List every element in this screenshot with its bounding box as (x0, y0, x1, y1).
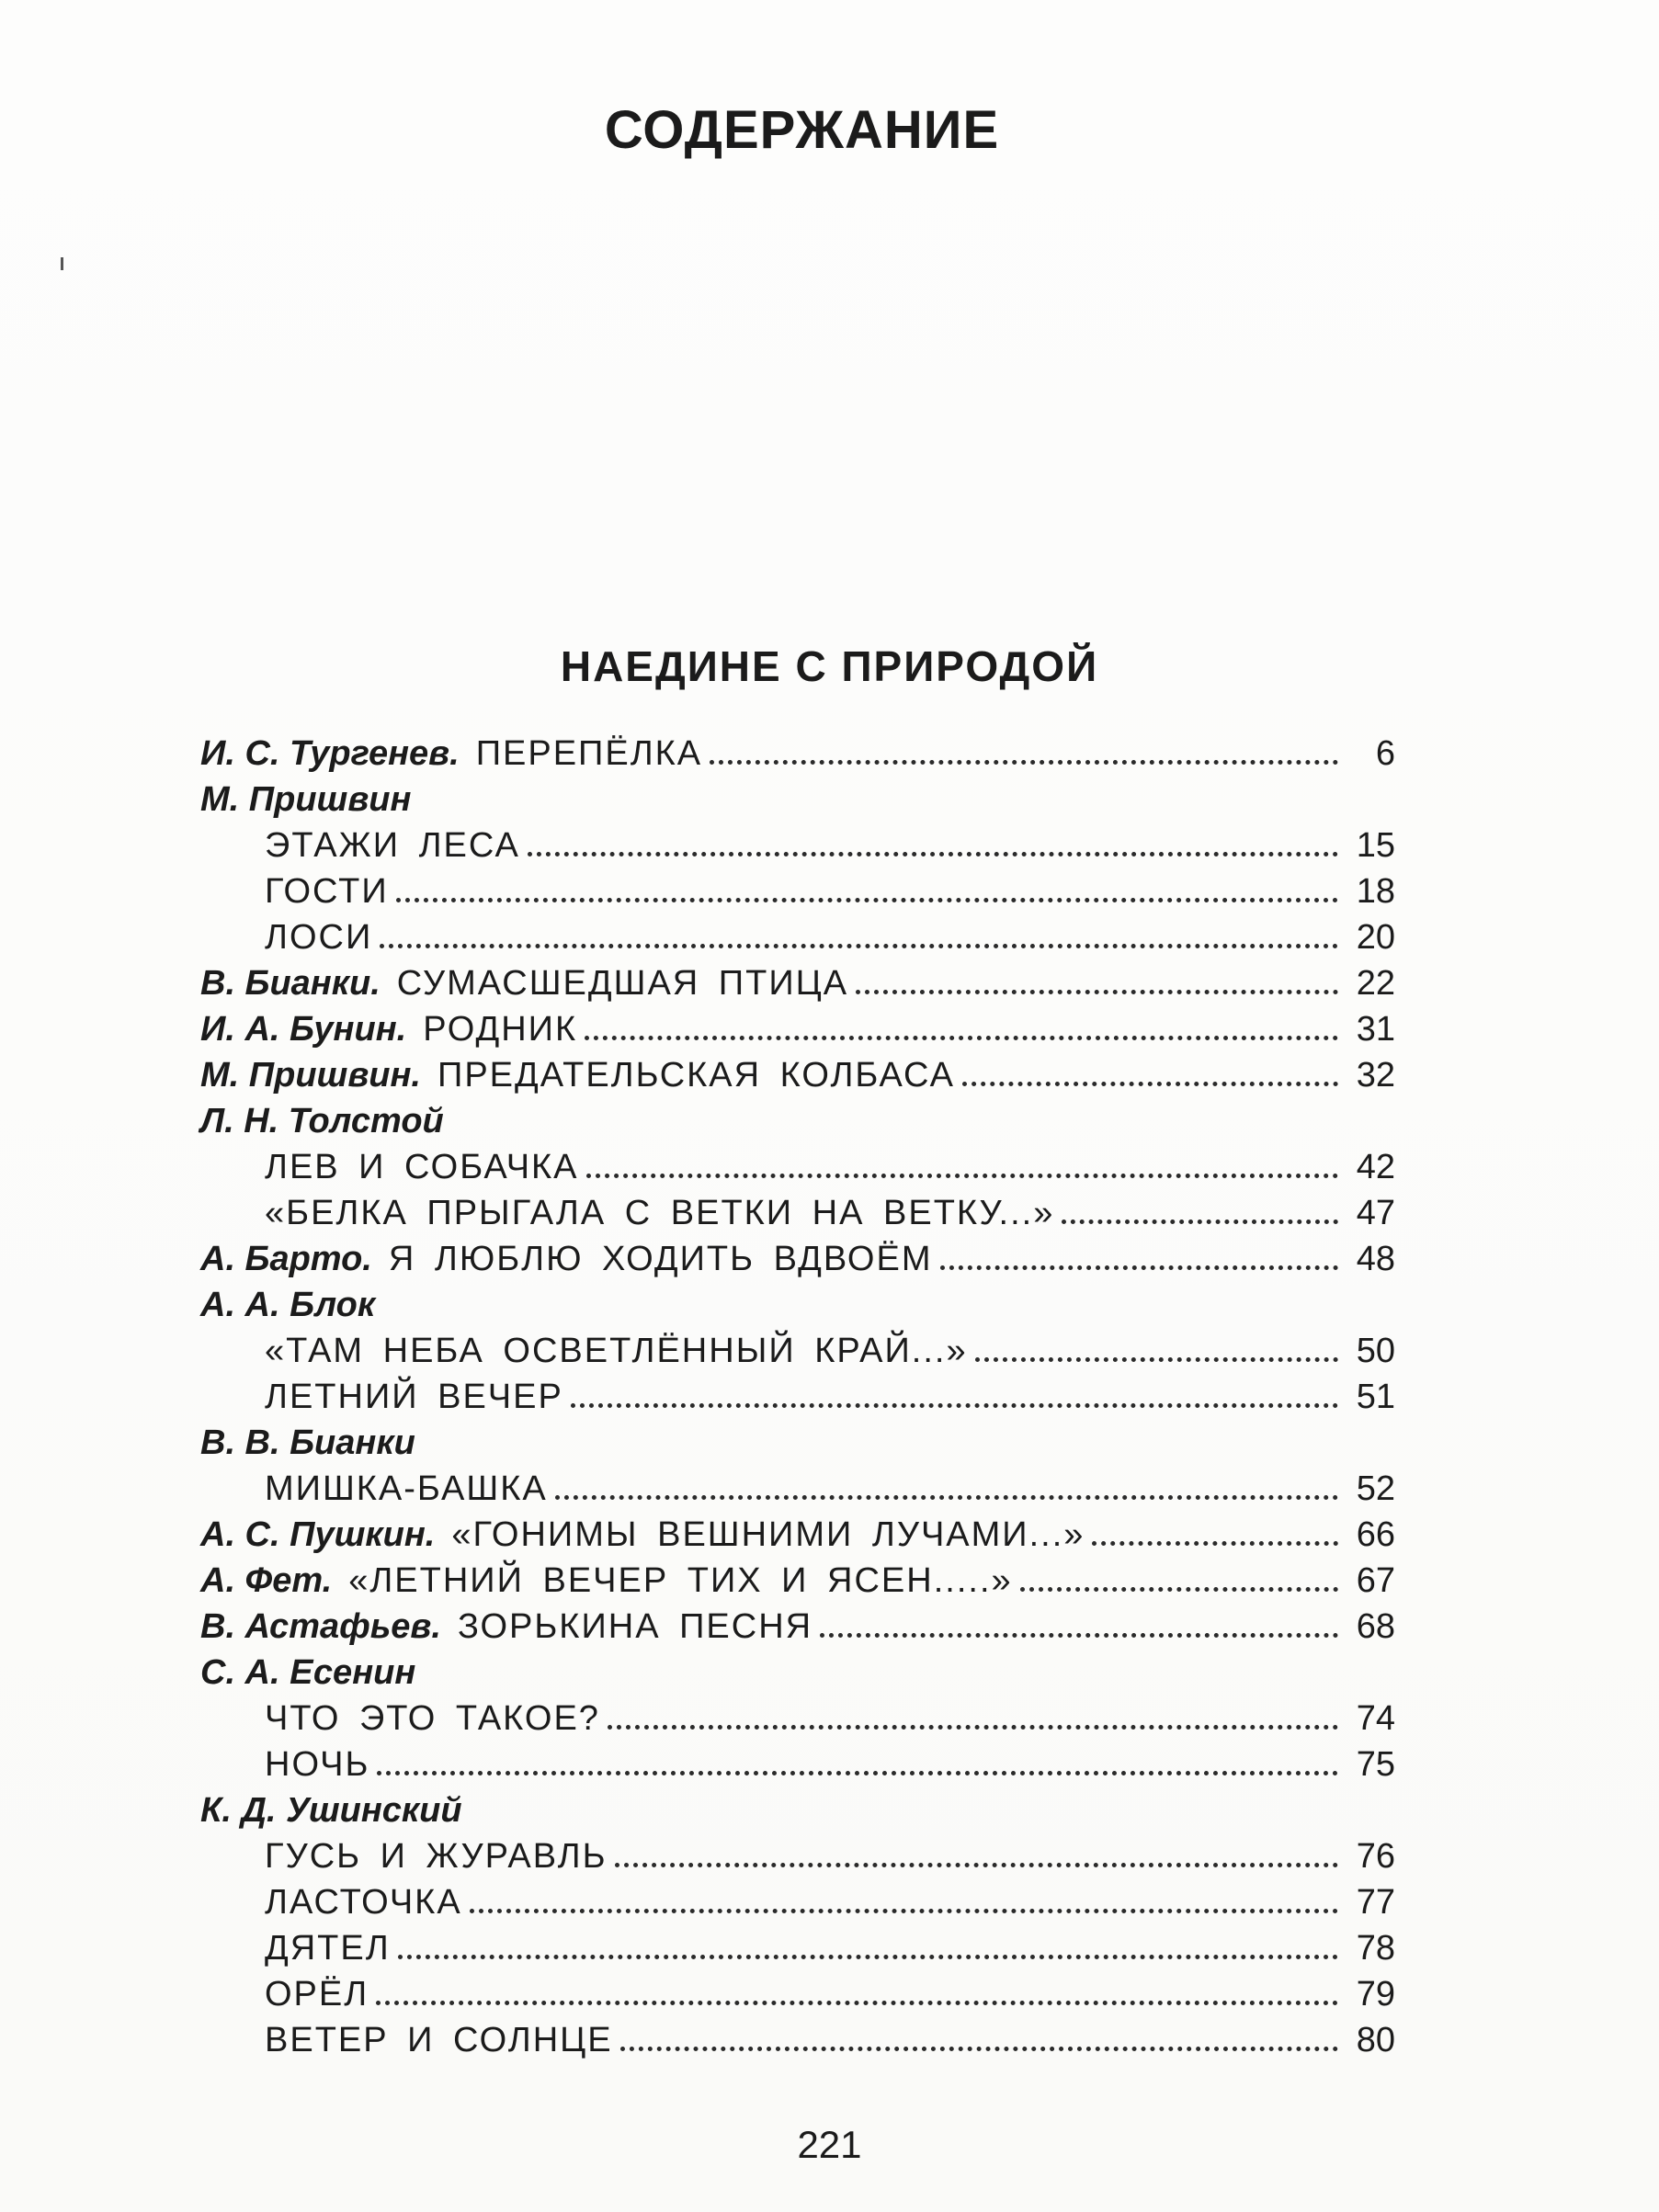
toc-work-title: «ГОНИМЫ ВЕШНИМИ ЛУЧАМИ...» (451, 1515, 1085, 1554)
toc-author-heading (200, 1787, 1395, 1833)
dot-leader (398, 1955, 1338, 1959)
toc-entry (200, 1833, 1395, 1879)
toc-entry (200, 1925, 1395, 1971)
toc-work-title: ДЯТЕЛ (265, 1929, 391, 1968)
toc-entry (200, 1374, 1395, 1420)
toc-work-title: ОРЁЛ (265, 1975, 369, 2013)
toc-page-number: 68 (1356, 1607, 1395, 1646)
toc-work-title: ЛОСИ (265, 918, 373, 957)
dot-leader (528, 852, 1338, 856)
toc-work-title: ЭТАЖИ ЛЕСА (265, 826, 520, 865)
table-of-contents (200, 731, 1395, 2063)
toc-author-heading (200, 1098, 1395, 1144)
toc-entry (200, 1006, 1395, 1052)
toc-work-title: ЛАСТОЧКА (265, 1883, 462, 1922)
toc-work-title: ЛЕТНИЙ ВЕЧЕР (265, 1378, 563, 1416)
toc-author: А. Барто. (200, 1240, 372, 1278)
toc-author: В. Астафьев. (200, 1607, 441, 1646)
toc-page-number: 42 (1356, 1148, 1395, 1186)
toc-work-title: ВЕТЕР И СОЛНЦЕ (265, 2021, 613, 2059)
toc-work-title: НОЧЬ (265, 1745, 370, 1784)
toc-work-title: ЛЕВ И СОБАЧКА (265, 1148, 579, 1186)
toc-page-number: 6 (1375, 734, 1395, 773)
toc-page-number: 76 (1356, 1837, 1395, 1876)
page-number: 221 (797, 2123, 862, 2166)
dot-leader (377, 1771, 1338, 1775)
toc-work-title: «ЛЕТНИЙ ВЕЧЕР ТИХ И ЯСЕН.....» (348, 1561, 1013, 1600)
dot-leader (585, 1036, 1338, 1040)
toc-entry (200, 1971, 1395, 2017)
toc-entry (200, 1558, 1395, 1604)
toc-work-title: СУМАСШЕДШАЯ ПТИЦА (396, 964, 849, 1003)
toc-author: В. Бианки. (200, 964, 381, 1003)
toc-entry (200, 1144, 1395, 1190)
toc-page-number: 66 (1356, 1515, 1395, 1554)
toc-work-title: «ТАМ НЕБА ОСВЕТЛЁННЫЙ КРАЙ...» (265, 1332, 968, 1370)
section-title: НАЕДИНЕ С ПРИРОДОЙ (560, 642, 1099, 690)
toc-entry (200, 1328, 1395, 1374)
toc-page-number: 18 (1356, 872, 1395, 911)
toc-work-title: ПРЕДАТЕЛЬСКАЯ КОЛБАСА (437, 1056, 955, 1095)
toc-entry (200, 914, 1395, 960)
toc-author: И. С. Тургенев. (200, 734, 460, 773)
dot-leader (856, 990, 1338, 994)
toc-work-title: РОДНИК (423, 1010, 578, 1049)
dot-leader (962, 1082, 1338, 1086)
dot-leader (571, 1403, 1338, 1408)
toc-author: А. Фет. (200, 1561, 333, 1600)
toc-page-number: 51 (1356, 1378, 1395, 1416)
dot-leader (376, 2001, 1338, 2005)
toc-page-number: 77 (1356, 1883, 1395, 1922)
dot-leader (380, 944, 1338, 948)
toc-page-number: 15 (1356, 826, 1395, 865)
toc-author: А. С. Пушкин. (200, 1515, 436, 1554)
toc-work-title: ПЕРЕПЁЛКА (475, 734, 703, 773)
toc-page-number: 48 (1356, 1240, 1395, 1278)
toc-author: С. А. Есенин (200, 1653, 416, 1692)
dot-leader (470, 1909, 1338, 1913)
dot-leader (1092, 1541, 1338, 1546)
toc-author: В. В. Бианки (200, 1424, 415, 1462)
toc-work-title: МИШКА-БАШКА (265, 1469, 548, 1508)
page-title: СОДЕРЖАНИЕ (604, 100, 1000, 160)
toc-author: М. Пришвин (200, 780, 412, 819)
toc-work-title: ЗОРЬКИНА ПЕСНЯ (457, 1607, 813, 1646)
dot-leader (396, 898, 1338, 902)
toc-page-number: 22 (1356, 964, 1395, 1003)
toc-page-number: 20 (1356, 918, 1395, 957)
toc-work-title: ГУСЬ И ЖУРАВЛЬ (265, 1837, 608, 1876)
toc-entry (200, 822, 1395, 868)
toc-author: К. Д. Ушинский (200, 1791, 462, 1830)
dot-leader (1020, 1587, 1338, 1592)
toc-entry (200, 1052, 1395, 1098)
toc-page-number: 75 (1356, 1745, 1395, 1784)
dot-leader (975, 1357, 1338, 1362)
dot-leader (620, 2047, 1338, 2051)
toc-author-heading (200, 1420, 1395, 1466)
dot-leader (555, 1495, 1338, 1500)
toc-work-title: ЧТО ЭТО ТАКОЕ? (265, 1699, 600, 1738)
toc-entry (200, 960, 1395, 1006)
toc-work-title: Я ЛЮБЛЮ ХОДИТЬ ВДВОЁМ (388, 1240, 933, 1278)
dot-leader (820, 1633, 1338, 1638)
toc-page-number: 31 (1356, 1010, 1395, 1049)
toc-entry (200, 1190, 1395, 1236)
dot-leader (615, 1863, 1338, 1867)
print-speck (61, 257, 63, 270)
toc-entry (200, 1741, 1395, 1787)
toc-entry (200, 1879, 1395, 1925)
toc-author: М. Пришвин. (200, 1056, 421, 1095)
toc-page-number: 74 (1356, 1699, 1395, 1738)
toc-entry (200, 2017, 1395, 2063)
dot-leader (608, 1725, 1338, 1730)
toc-page-number: 79 (1356, 1975, 1395, 2013)
toc-page-number: 32 (1356, 1056, 1395, 1095)
toc-author: И. А. Бунин. (200, 1010, 407, 1049)
toc-page-number: 67 (1356, 1561, 1395, 1600)
toc-author: А. А. Блок (200, 1286, 376, 1324)
toc-entry (200, 1236, 1395, 1282)
dot-leader (710, 760, 1338, 765)
toc-author-heading (200, 777, 1395, 822)
toc-author-heading (200, 1650, 1395, 1696)
toc-entry (200, 1512, 1395, 1558)
toc-work-title: «БЕЛКА ПРЫГАЛА С ВЕТКИ НА ВЕТКУ...» (265, 1194, 1055, 1232)
toc-entry (200, 731, 1395, 777)
toc-page-number: 50 (1356, 1332, 1395, 1370)
dot-leader (1062, 1219, 1338, 1224)
toc-page-number: 52 (1356, 1469, 1395, 1508)
toc-entry (200, 868, 1395, 914)
toc-page-number: 80 (1356, 2021, 1395, 2059)
toc-entry (200, 1466, 1395, 1512)
toc-author-heading (200, 1282, 1395, 1328)
toc-entry (200, 1696, 1395, 1741)
toc-entry (200, 1604, 1395, 1650)
toc-work-title: ГОСТИ (265, 872, 389, 911)
toc-page-number: 47 (1356, 1194, 1395, 1232)
dot-leader (586, 1174, 1338, 1178)
dot-leader (940, 1265, 1339, 1270)
toc-page-number: 78 (1356, 1929, 1395, 1968)
toc-author: Л. Н. Толстой (200, 1102, 444, 1140)
